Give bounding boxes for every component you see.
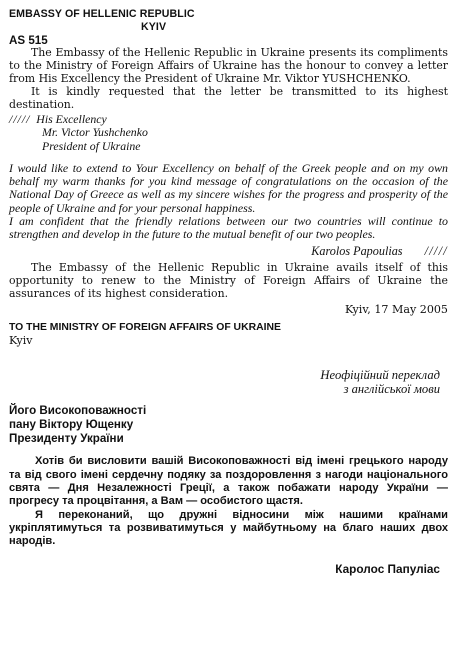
letter-paragraph-2: I am confident that the friendly relations between our two countries will continue to strengthen and develop in the future to the mutual benefit of our two peoples.	[9, 213, 448, 242]
translation-note	[9, 368, 448, 397]
letterhead-city: KYIV	[141, 20, 167, 33]
separator-open: /////	[9, 111, 31, 126]
translation-paragraph-1: Хотів би висловити вашій Високоповажності від імені грецького народу та від свого імені сердечну подяку за поздоровлення з нагоди національного свята — Дня Незалежності Греції, а також побажати народу України — прогресу та процвітання, а Вам — особистого щастя.	[9, 455, 448, 508]
translation-address	[9, 404, 448, 447]
note-paragraph-1: The Embassy of the Hellenic Republic in Ukraine presents its compliments to the Ministry of Foreign Affairs of Ukraine has the honour to convey a letter from His Excellency the President of Ukraine Mr. Viktor YUSHCHENKO.	[9, 46, 448, 85]
salutation-line-1: His Excellency	[36, 111, 107, 126]
note-paragraph-2: It is kindly requested that the letter be transmitted to its highest destination.	[9, 84, 448, 111]
separator-close: /////	[424, 244, 448, 259]
translation-signatory: Каролос Папуліас	[335, 561, 440, 576]
translation-address-line-3: Президенту України	[9, 432, 124, 446]
signatory-name: Karolos Papoulias	[311, 244, 403, 259]
addressee: TO THE MINISTRY OF FOREIGN AFFAIRS OF UKRAINE	[9, 321, 281, 333]
embassy-name: EMBASSY OF HELLENIC REPUBLIC	[9, 8, 195, 20]
translation-address-line-2: пану Віктору Ющенку	[9, 418, 134, 432]
note-paragraph-3: The Embassy of the Hellenic Republic in Ukraine avails itself of this opportunity to renew to the Ministry of Foreign Affairs of Ukraine the assurances of its highest consideration.	[9, 261, 448, 301]
signature-line	[9, 244, 448, 259]
translation-note-line-2: з англійської мови	[343, 382, 440, 397]
letterhead	[9, 8, 448, 33]
translation-paragraph-2: Я переконаний, що дружні відносини між нашими країнами укріплятимуться та розвиватимуться у майбутньому на благо наших двох народів.	[9, 508, 448, 548]
letter-paragraph-1: I would like to extend to Your Excellency on behalf of the Greek people and on my own behalf my warm thanks for you kind message of congratulations on the occasion of the National Day of Greece as well as my sincere wishes for the progress and prosperity of the people of Ukraine and for your personal happiness.	[9, 161, 448, 215]
translation-address-line-1: Його Високоповажності	[9, 403, 147, 417]
addressee-city: Kyiv	[9, 333, 33, 347]
translation-note-line-1: Неофіційний переклад	[320, 368, 440, 383]
salutation-line-2: Mr. Victor Yushchenko	[42, 125, 148, 140]
salutation-line-3: President of Ukraine	[42, 138, 141, 153]
note-date: Kyiv, 17 May 2005	[344, 302, 448, 316]
salutation-block	[9, 113, 448, 154]
reference-number: AS 515	[9, 34, 48, 47]
